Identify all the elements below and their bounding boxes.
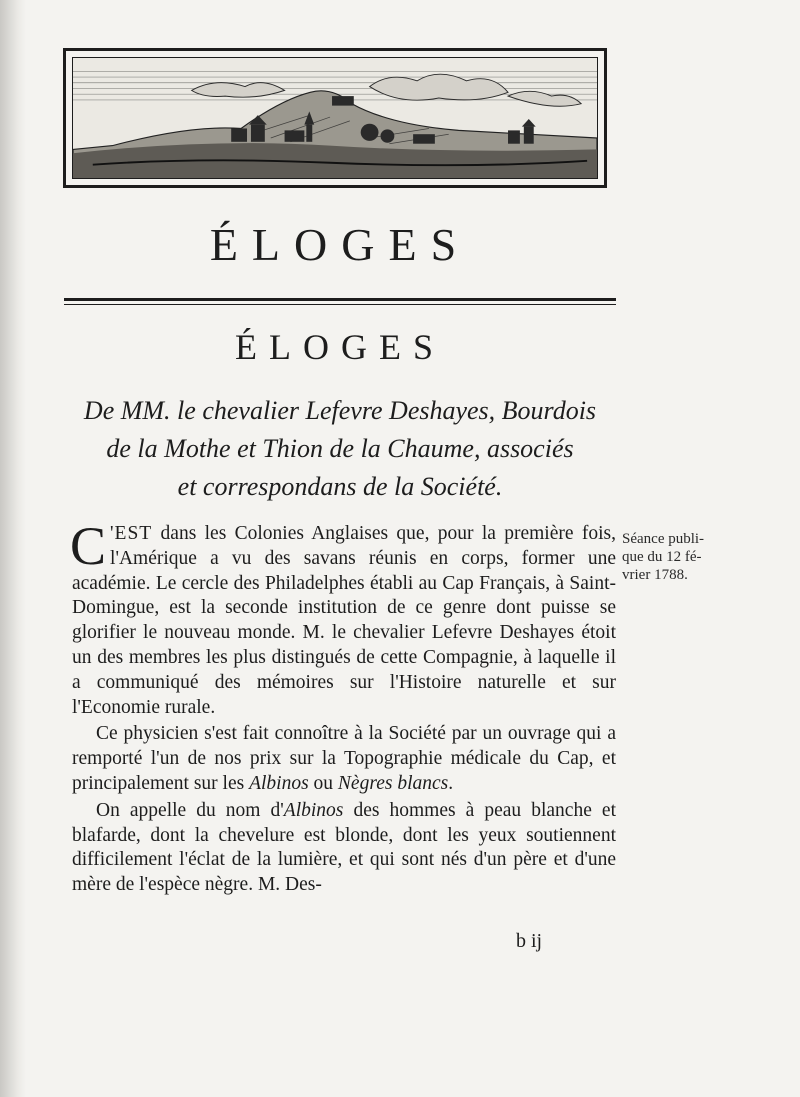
paragraph-text: Ce physicien s'est fait connoître à la Société par un ouvrage qui a remporté l'un de nos prix sur la Topographie médicale du Cap, et principalement sur les <box>72 723 616 794</box>
paragraph-text: On appelle du nom d' <box>96 799 284 821</box>
landscape-engraving-icon <box>72 57 598 179</box>
subtitle-line: de la Mothe et Thion de la Chaume, associés <box>106 434 574 463</box>
margin-note-line: Séance publi- <box>622 531 705 547</box>
margin-note <box>622 530 772 584</box>
subtitle-line: et correspondans de la Société. <box>177 472 503 501</box>
italic-term: Albinos <box>249 772 309 794</box>
subtitle-line: De MM. le chevalier Lefevre Deshayes, Bourdois <box>83 396 597 425</box>
italic-term: Albinos <box>283 799 344 821</box>
paragraph <box>72 722 616 796</box>
margin-note-line: vrier 1788. <box>622 567 688 583</box>
signature-mark: b ij <box>516 930 543 952</box>
margin-note-line: que du 12 fé- <box>622 549 702 565</box>
paragraph-text: des hommes à peau blanche et blafarde, dont la chevelure est blonde, dont les yeux soutiennent difficilement l'éclat de la lumière, et qui sont nés d'un père et d'une mère de l'espèce nègre. M. Des- <box>72 799 616 896</box>
page-heading-top: ÉLOGES <box>209 219 471 270</box>
paragraph-text: dans les Colonies Anglaises que, pour la première fois, l'Amérique a vu des savans réunis en corps, former une académie. Le cercle des Philadelphes établi au Cap Français, à Saint-Domingue, est la seconde institution de ce genre dont puisse se glorifier le nouveau monde. M. le chevalier Lefevre Deshayes étoit un des membres les plus distingués de cette Compagnie, à laquelle il a communiqué des mémoires sur l'Histoire naturelle et sur l'Economie rurale. <box>72 523 616 718</box>
paragraph-text: ou <box>308 772 338 794</box>
page-gutter <box>0 0 26 1097</box>
drop-cap: C <box>70 516 107 576</box>
paragraph <box>70 516 616 720</box>
double-rule-divider <box>64 298 616 301</box>
paragraph-text: . <box>448 772 454 794</box>
lead-word: 'EST <box>110 523 153 544</box>
italic-term: Nègres blancs <box>337 772 449 794</box>
body-text <box>70 516 616 900</box>
paragraph <box>72 799 616 898</box>
section-heading: ÉLOGES <box>235 327 445 367</box>
headpiece-frame <box>63 48 607 188</box>
eulogy-subtitle <box>64 392 616 506</box>
